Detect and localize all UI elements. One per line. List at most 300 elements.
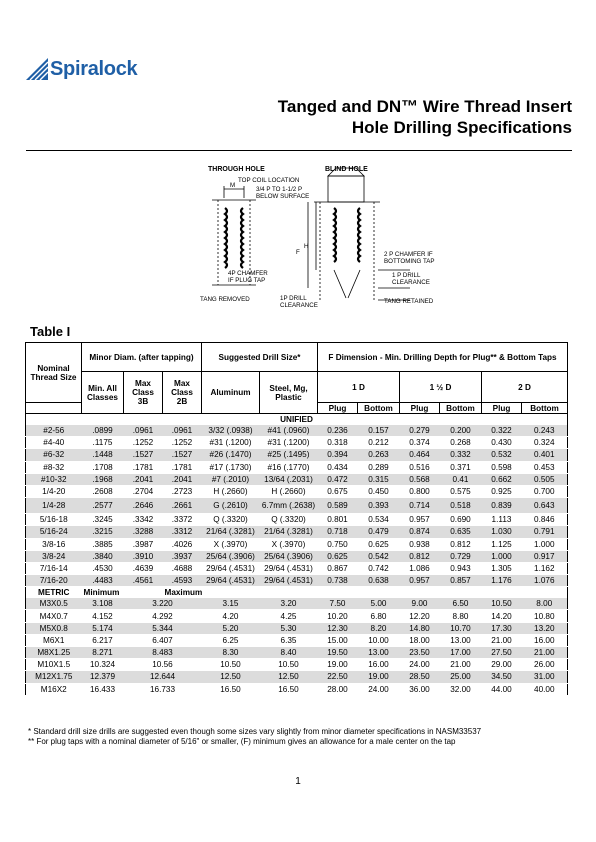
table-cell: 0.812 — [440, 538, 482, 550]
unified-row — [26, 437, 568, 449]
table-cell: 0.957 — [400, 514, 440, 526]
table-cell: 6.7mm (.2638) — [260, 498, 318, 514]
blind-hole-label: BLIND HOLE — [325, 166, 368, 173]
table-cell: 13.20 — [522, 622, 568, 634]
table-cell: 5.20 — [202, 622, 260, 634]
table-cell: 1/4-28 — [26, 498, 82, 514]
table-cell: 10.50 — [202, 659, 260, 671]
drill-size-header: Suggested Drill Size* — [202, 343, 318, 372]
metric-max-label: Maximum — [164, 588, 203, 598]
table-cell: 7/16-14 — [26, 562, 82, 574]
table-cell: 0.332 — [440, 449, 482, 461]
table-cell: #41 (.0960) — [260, 425, 318, 437]
through-hole-coils — [225, 208, 243, 268]
table-cell: M8X1.25 — [26, 647, 82, 659]
table-cell: 18.00 — [400, 634, 440, 646]
table-cell: .3987 — [124, 538, 163, 550]
bottom-header-1d: Bottom — [358, 403, 400, 414]
table-cell: 4.292 — [124, 610, 202, 622]
table-cell: 16.433 — [82, 683, 124, 695]
f-dimension-header: F Dimension - Min. Drilling Depth for Plug** & Bottom Taps — [318, 343, 568, 372]
table-cell: 0.479 — [358, 526, 400, 538]
table-cell: 4.20 — [202, 610, 260, 622]
footnotes — [28, 727, 481, 747]
table-cell: .4561 — [124, 575, 163, 587]
footnote-2: ** For plug taps with a nominal diameter of 5/16" or smaller, (F) minimum gives an allowance for a male center on the tap — [28, 737, 456, 746]
table-cell: .1527 — [163, 449, 202, 461]
table-cell: M12X1.75 — [26, 671, 82, 683]
table-cell: 7.50 — [318, 598, 358, 610]
table-cell: 0.279 — [400, 425, 440, 437]
f-dimension-label: F — [296, 249, 300, 256]
table-cell: H (.2660) — [202, 485, 260, 497]
table-cell: 1.086 — [400, 562, 440, 574]
drill1-label-1: 1 P DRILL — [392, 272, 421, 279]
table-cell: .4530 — [82, 562, 124, 574]
table-cell: 0.243 — [522, 425, 568, 437]
table-cell: 17.00 — [440, 647, 482, 659]
table-cell: .2704 — [124, 485, 163, 497]
tang-removed-label: TANG REMOVED — [200, 296, 250, 303]
table-cell: .1175 — [82, 437, 124, 449]
table-cell: 13/64 (.2031) — [260, 473, 318, 485]
metric-row — [26, 610, 568, 622]
blind-hole-coils — [334, 208, 360, 262]
table-cell: #8-32 — [26, 461, 82, 473]
table-cell: .1252 — [124, 437, 163, 449]
table-cell: 0.675 — [318, 485, 358, 497]
table-cell: 10.80 — [522, 610, 568, 622]
table-cell: 25/64 (.3906) — [202, 550, 260, 562]
table-cell: .1252 — [163, 437, 202, 449]
nominal-header-cont — [26, 403, 82, 414]
table-cell: 1.000 — [522, 538, 568, 550]
table-cell: #7 (.2010) — [202, 473, 260, 485]
table-cell: 0.534 — [358, 514, 400, 526]
page-title — [278, 96, 572, 138]
table-cell: .2661 — [163, 498, 202, 514]
unified-row — [26, 498, 568, 514]
table-cell: 13.00 — [440, 634, 482, 646]
metric-header-row — [26, 587, 568, 599]
table-cell: 0.318 — [318, 437, 358, 449]
table-cell: Q (.3320) — [202, 514, 260, 526]
table-cell: 12.50 — [260, 671, 318, 683]
table-cell: .2041 — [124, 473, 163, 485]
table-cell: .0961 — [163, 425, 202, 437]
table-cell: 0.157 — [358, 425, 400, 437]
unified-row — [26, 449, 568, 461]
table-cell: M6X1 — [26, 634, 82, 646]
table-cell: .2608 — [82, 485, 124, 497]
footnote-1: * Standard drill size drills are suggested even though some sizes vary slightly from minor diameter specifications in NASM33537 — [28, 727, 482, 736]
table-cell: X (.3970) — [202, 538, 260, 550]
table-cell: #26 (.1470) — [202, 449, 260, 461]
table-cell: 29/64 (.4531) — [260, 575, 318, 587]
table-cell: .3312 — [163, 526, 202, 538]
table-cell: M16X2 — [26, 683, 82, 695]
page-number: 1 — [295, 776, 301, 787]
table-cell: H (.2660) — [260, 485, 318, 497]
table-cell: .0961 — [124, 425, 163, 437]
unified-row — [26, 526, 568, 538]
table-cell: #17 (.1730) — [202, 461, 260, 473]
table-cell: 0.738 — [318, 575, 358, 587]
table-cell: 26.00 — [522, 659, 568, 671]
table-cell: 8.30 — [202, 647, 260, 659]
chamfer4-label-2: IF PLUG TAP — [228, 277, 266, 284]
table-cell: 3.108 — [82, 598, 124, 610]
table-cell: 0.801 — [318, 514, 358, 526]
max-2b-header: Max Class 2B — [163, 372, 202, 414]
table-cell: 6.50 — [440, 598, 482, 610]
table-cell: 1.076 — [522, 575, 568, 587]
table-cell: 0.212 — [358, 437, 400, 449]
table-cell: X (.3970) — [260, 538, 318, 550]
table-cell: 24.00 — [358, 683, 400, 695]
table-cell: 0.289 — [358, 461, 400, 473]
table-cell: 0.568 — [400, 473, 440, 485]
table-cell: 3.20 — [260, 598, 318, 610]
table-cell: 0.598 — [482, 461, 522, 473]
table-cell: 0.714 — [400, 498, 440, 514]
chamfer4-label-1: 4P CHAMFER — [228, 270, 268, 277]
table-cell: #10-32 — [26, 473, 82, 485]
drill1p-label-1: 1P DRILL — [280, 295, 307, 302]
table-cell: 0.453 — [522, 461, 568, 473]
table-cell: 29.00 — [482, 659, 522, 671]
table-cell: 10.00 — [358, 634, 400, 646]
table-cell: .3937 — [163, 550, 202, 562]
table-cell: .3215 — [82, 526, 124, 538]
table-cell: 0.729 — [440, 550, 482, 562]
table-cell: G (.2610) — [202, 498, 260, 514]
tang-retained-label: TANG RETAINED — [384, 298, 434, 305]
table-cell: 0.268 — [440, 437, 482, 449]
table-cell: 21.00 — [440, 659, 482, 671]
table-cell: 6.35 — [260, 634, 318, 646]
below-surface-label-1: 3/4 P TO 1-1/2 P — [256, 186, 303, 193]
chamfer2-label-2: BOTTOMING TAP — [384, 258, 435, 265]
table-cell: 0.625 — [318, 550, 358, 562]
table-cell: 6.217 — [82, 634, 124, 646]
table-cell: 16.00 — [522, 634, 568, 646]
title-line-2: Hole Drilling Specifications — [351, 118, 572, 137]
table-cell: 0.917 — [522, 550, 568, 562]
table-cell: 5/16-24 — [26, 526, 82, 538]
table-cell: #31 (.1200) — [202, 437, 260, 449]
table-cell: 0.532 — [482, 449, 522, 461]
drill1p-label-2: CLEARANCE — [280, 302, 318, 309]
table-cell: 23.50 — [400, 647, 440, 659]
metric-row — [26, 647, 568, 659]
table-cell: 14.20 — [482, 610, 522, 622]
table-cell: .0899 — [82, 425, 124, 437]
table-cell: 15.00 — [318, 634, 358, 646]
table-cell: 0.846 — [522, 514, 568, 526]
table-cell: 0.943 — [440, 562, 482, 574]
metric-row — [26, 634, 568, 646]
table-cell: 10.70 — [440, 622, 482, 634]
table-cell: 3/32 (.0938) — [202, 425, 260, 437]
metric-row — [26, 598, 568, 610]
unified-row — [26, 425, 568, 437]
table-cell: 0.575 — [440, 485, 482, 497]
table-cell: 0.322 — [482, 425, 522, 437]
table-cell: 0.625 — [358, 538, 400, 550]
table-cell: 13.00 — [358, 647, 400, 659]
table-cell: 10.56 — [124, 659, 202, 671]
below-surface-label-2: BELOW SURFACE — [256, 193, 310, 200]
table-cell: 1/4-20 — [26, 485, 82, 497]
table-cell: 0.315 — [358, 473, 400, 485]
table-cell: M10X1.5 — [26, 659, 82, 671]
max-3b-header: Max Class 3B — [124, 372, 163, 414]
bottom-header-1-5d: Bottom — [440, 403, 482, 414]
table-cell: .2646 — [124, 498, 163, 514]
steel-header: Steel, Mg, Plastic — [260, 372, 318, 414]
metric-group-label: METRIC — [38, 588, 70, 598]
table-cell: 8.40 — [260, 647, 318, 659]
table-cell: 0.542 — [358, 550, 400, 562]
table-cell: .4688 — [163, 562, 202, 574]
table-cell: 8.20 — [358, 622, 400, 634]
table-cell: 8.00 — [522, 598, 568, 610]
table-cell: 0.450 — [358, 485, 400, 497]
table-cell: .1781 — [124, 461, 163, 473]
table-cell: 0.401 — [522, 449, 568, 461]
table-cell: 0.505 — [522, 473, 568, 485]
plug-header-2d: Plug — [482, 403, 522, 414]
chamfer2-label-1: 2 P CHAMFER IF — [384, 251, 433, 258]
table-cell: Q (.3320) — [260, 514, 318, 526]
table-cell: 0.394 — [318, 449, 358, 461]
table-cell: 0.200 — [440, 425, 482, 437]
table-cell: .3372 — [163, 514, 202, 526]
table-cell: 0.518 — [440, 498, 482, 514]
table-cell: 12.644 — [124, 671, 202, 683]
drill1-label-2: CLEARANCE — [392, 279, 430, 286]
table-cell: 0.690 — [440, 514, 482, 526]
unified-row — [26, 514, 568, 526]
header-row-2 — [26, 372, 568, 403]
unified-row — [26, 461, 568, 473]
table-cell: 3.15 — [202, 598, 260, 610]
table-cell: 5.00 — [358, 598, 400, 610]
table-cell: 12.379 — [82, 671, 124, 683]
table-cell: 12.50 — [202, 671, 260, 683]
table-cell: 1.030 — [482, 526, 522, 538]
unified-row — [26, 562, 568, 574]
table-cell: .3840 — [82, 550, 124, 562]
table-cell: 0.662 — [482, 473, 522, 485]
top-coil-label: TOP COIL LOCATION — [238, 177, 300, 184]
table-cell: 28.50 — [400, 671, 440, 683]
table-cell: 29/64 (.4531) — [260, 562, 318, 574]
table-cell: 3/8-24 — [26, 550, 82, 562]
depth-2d-header: 2 D — [482, 372, 568, 403]
table-cell: .1968 — [82, 473, 124, 485]
table-cell: 0.464 — [400, 449, 440, 461]
depth-1d-header: 1 D — [318, 372, 400, 403]
plug-header-1-5d: Plug — [400, 403, 440, 414]
brand-name: Spiralock — [50, 57, 138, 80]
table-cell: #6-32 — [26, 449, 82, 461]
table-cell: 5.174 — [82, 622, 124, 634]
metric-row — [26, 683, 568, 695]
table-cell: 10.50 — [260, 659, 318, 671]
table-cell: 0.938 — [400, 538, 440, 550]
spiralock-logo-icon — [26, 58, 48, 80]
table-cell: .4593 — [163, 575, 202, 587]
table-cell: 0.867 — [318, 562, 358, 574]
table-cell: 16.50 — [202, 683, 260, 695]
table-cell: 36.00 — [400, 683, 440, 695]
table-cell: 34.50 — [482, 671, 522, 683]
plug-header-1d: Plug — [318, 403, 358, 414]
unified-row — [26, 575, 568, 587]
table-cell: 21.00 — [482, 634, 522, 646]
table-cell: 7/16-20 — [26, 575, 82, 587]
unified-group-label: UNIFIED — [280, 415, 313, 424]
table-cell: .1527 — [124, 449, 163, 461]
table-cell: .2723 — [163, 485, 202, 497]
table-cell: 10.324 — [82, 659, 124, 671]
table-cell: .4026 — [163, 538, 202, 550]
table-cell: 5.30 — [260, 622, 318, 634]
table-cell: .2577 — [82, 498, 124, 514]
table-cell: 8.271 — [82, 647, 124, 659]
aluminum-header: Aluminum — [202, 372, 260, 414]
table-cell: 40.00 — [522, 683, 568, 695]
unified-row — [26, 485, 568, 497]
table-cell: .3910 — [124, 550, 163, 562]
table-cell: 0.800 — [400, 485, 440, 497]
table-cell: .4483 — [82, 575, 124, 587]
table-cell: 14.80 — [400, 622, 440, 634]
table-cell: 6.25 — [202, 634, 260, 646]
table-cell: 4.152 — [82, 610, 124, 622]
table-cell: M3X0.5 — [26, 598, 82, 610]
table-cell: .4639 — [124, 562, 163, 574]
table-cell: 16.50 — [260, 683, 318, 695]
table-cell: 25/64 (.3906) — [260, 550, 318, 562]
table-cell: 16.00 — [358, 659, 400, 671]
table-cell: #16 (.1770) — [260, 461, 318, 473]
table-cell: 27.50 — [482, 647, 522, 659]
table-cell: 25.00 — [440, 671, 482, 683]
table-cell: 1.113 — [482, 514, 522, 526]
table-cell: 0.957 — [400, 575, 440, 587]
table-cell: M5X0.8 — [26, 622, 82, 634]
table-cell: #2-56 — [26, 425, 82, 437]
table-cell: 31.00 — [522, 671, 568, 683]
table-cell: 22.50 — [318, 671, 358, 683]
table-cell: .3885 — [82, 538, 124, 550]
table-cell: 0.472 — [318, 473, 358, 485]
minor-diam-header: Minor Diam. (after tapping) — [82, 343, 202, 372]
table-cell: 19.50 — [318, 647, 358, 659]
table-cell: 10.50 — [482, 598, 522, 610]
table-cell: 29/64 (.4531) — [202, 575, 260, 587]
table-cell: 8.483 — [124, 647, 202, 659]
table-cell: 0.236 — [318, 425, 358, 437]
table-cell: 0.742 — [358, 562, 400, 574]
table-cell: 19.00 — [318, 659, 358, 671]
table-cell: 0.393 — [358, 498, 400, 514]
table-cell: .3245 — [82, 514, 124, 526]
table-cell: #31 (.1200) — [260, 437, 318, 449]
table-cell: 0.643 — [522, 498, 568, 514]
table-cell: 28.00 — [318, 683, 358, 695]
table-cell: 0.374 — [400, 437, 440, 449]
brand-logo — [26, 58, 137, 80]
table-cell: 0.430 — [482, 437, 522, 449]
table-cell: 0.718 — [318, 526, 358, 538]
table-cell: #25 (.1495) — [260, 449, 318, 461]
nominal-header: Nominal Thread Size — [26, 343, 82, 403]
depth-1-5d-header: 1 ½ D — [400, 372, 482, 403]
min-all-header: Min. All Classes — [82, 372, 124, 414]
table-cell: 3.220 — [124, 598, 202, 610]
unified-row — [26, 473, 568, 485]
table-cell: 5.344 — [124, 622, 202, 634]
table-cell: 32.00 — [440, 683, 482, 695]
table-cell: 0.635 — [440, 526, 482, 538]
table-cell: 24.00 — [400, 659, 440, 671]
table-cell: 44.00 — [482, 683, 522, 695]
table-cell: M4X0.7 — [26, 610, 82, 622]
table-cell: 0.371 — [440, 461, 482, 473]
metric-min-label: Minimum — [83, 588, 120, 598]
table-cell: 0.812 — [400, 550, 440, 562]
table-cell: .1781 — [163, 461, 202, 473]
table-cell: 0.263 — [358, 449, 400, 461]
table-cell: 0.516 — [400, 461, 440, 473]
table-cell: 21.00 — [522, 647, 568, 659]
title-divider — [26, 150, 572, 151]
table-cell: 0.791 — [522, 526, 568, 538]
title-line-1: Tanged and DN™ Wire Thread Insert — [277, 97, 572, 116]
metric-row — [26, 671, 568, 683]
table-cell: 0.750 — [318, 538, 358, 550]
table-cell: 1.176 — [482, 575, 522, 587]
table-cell: 1.125 — [482, 538, 522, 550]
table-cell: 3/8-16 — [26, 538, 82, 550]
table-cell: 4.25 — [260, 610, 318, 622]
table-cell: 0.839 — [482, 498, 522, 514]
table-cell: 0.874 — [400, 526, 440, 538]
table-cell: 17.30 — [482, 622, 522, 634]
table-cell: 12.30 — [318, 622, 358, 634]
unified-row — [26, 538, 568, 550]
header-row-1 — [26, 343, 568, 372]
metric-row — [26, 622, 568, 634]
table-cell: 29/64 (.4531) — [202, 562, 260, 574]
table-cell: .1448 — [82, 449, 124, 461]
table-cell: 0.925 — [482, 485, 522, 497]
h-dimension-label: H — [304, 243, 309, 250]
table-cell: 0.41 — [440, 473, 482, 485]
table-cell: 10.20 — [318, 610, 358, 622]
table-cell: .3342 — [124, 514, 163, 526]
table-cell: 6.80 — [358, 610, 400, 622]
table-cell: 21/64 (.3281) — [260, 526, 318, 538]
table-cell: .2041 — [163, 473, 202, 485]
table-cell: 5/16-18 — [26, 514, 82, 526]
table-cell: 9.00 — [400, 598, 440, 610]
through-hole-label: THROUGH HOLE — [208, 166, 265, 173]
